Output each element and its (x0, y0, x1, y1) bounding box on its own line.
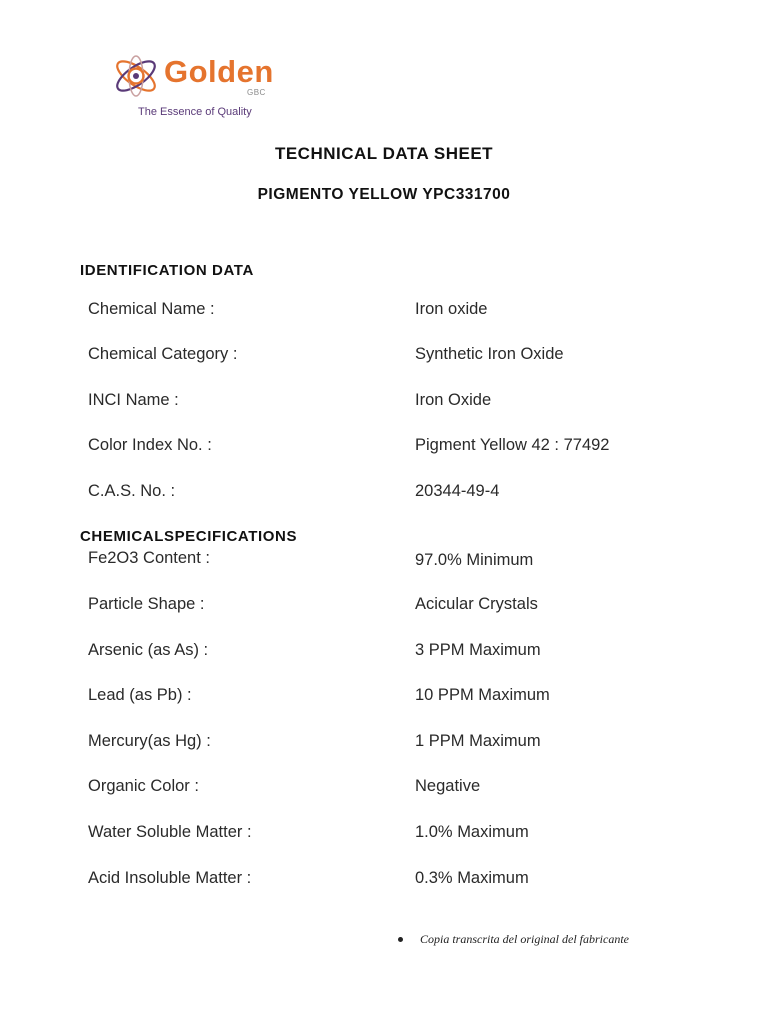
row-label: INCI Name : (88, 391, 179, 409)
row-label: Chemical Name : (88, 300, 215, 318)
logo-tagline: The Essence of Quality (138, 106, 252, 118)
document-title: TECHNICAL DATA SHEET (274, 144, 494, 163)
row-label: Color Index No. : (88, 436, 212, 454)
data-row (0, 482, 768, 506)
row-value: Synthetic Iron Oxide (415, 345, 564, 363)
row-label: Mercury(as Hg) : (88, 732, 211, 750)
row-label: Organic Color : (88, 777, 199, 795)
section-heading-identification: IDENTIFICATION DATA (80, 262, 254, 279)
footnote-text: Copia transcrita del original del fabricante (420, 932, 629, 946)
row-label: Particle Shape : (88, 595, 205, 613)
data-row (0, 641, 768, 665)
row-label: Water Soluble Matter : (88, 823, 252, 841)
row-value: 0.3% Maximum (415, 869, 529, 887)
row-value: Pigment Yellow 42 : 77492 (415, 436, 610, 454)
data-row (0, 777, 768, 801)
data-row (0, 391, 768, 415)
data-row (0, 595, 768, 619)
row-value: 1 PPM Maximum (415, 732, 541, 750)
row-value: Acicular Crystals (415, 595, 538, 613)
row-value: 97.0% Minimum (415, 551, 534, 569)
data-row (0, 869, 768, 893)
row-value: Negative (415, 777, 481, 795)
footnote (398, 932, 629, 947)
row-label: Fe2O3 Content : (88, 549, 210, 567)
logo-wordmark: Golden (164, 54, 274, 89)
logo-sub: GBC (247, 88, 266, 97)
row-label: C.A.S. No. : (88, 482, 176, 500)
row-value: Iron Oxide (415, 391, 492, 409)
row-value: 3 PPM Maximum (415, 641, 541, 659)
section-heading-chemical-specifications: CHEMICALSPECIFICATIONS (80, 528, 298, 545)
atom-logo-icon (110, 50, 162, 102)
data-row (0, 686, 768, 710)
data-row (0, 436, 768, 460)
bullet-icon (398, 937, 403, 942)
row-label: Lead (as Pb) : (88, 686, 192, 704)
data-row (0, 732, 768, 756)
row-label: Arsenic (as As) : (88, 641, 209, 659)
data-row (0, 823, 768, 847)
row-value: 20344-49-4 (415, 482, 500, 500)
company-logo (110, 50, 310, 122)
row-label: Chemical Category : (88, 345, 238, 363)
row-value: Iron oxide (415, 300, 488, 318)
data-row (0, 300, 768, 324)
row-value: 10 PPM Maximum (415, 686, 550, 704)
data-row (0, 549, 768, 573)
row-value: 1.0% Maximum (415, 823, 529, 841)
data-row (0, 345, 768, 369)
document-subtitle: PIGMENTO YELLOW YPC331700 (257, 186, 511, 203)
row-label: Acid Insoluble Matter : (88, 869, 252, 887)
